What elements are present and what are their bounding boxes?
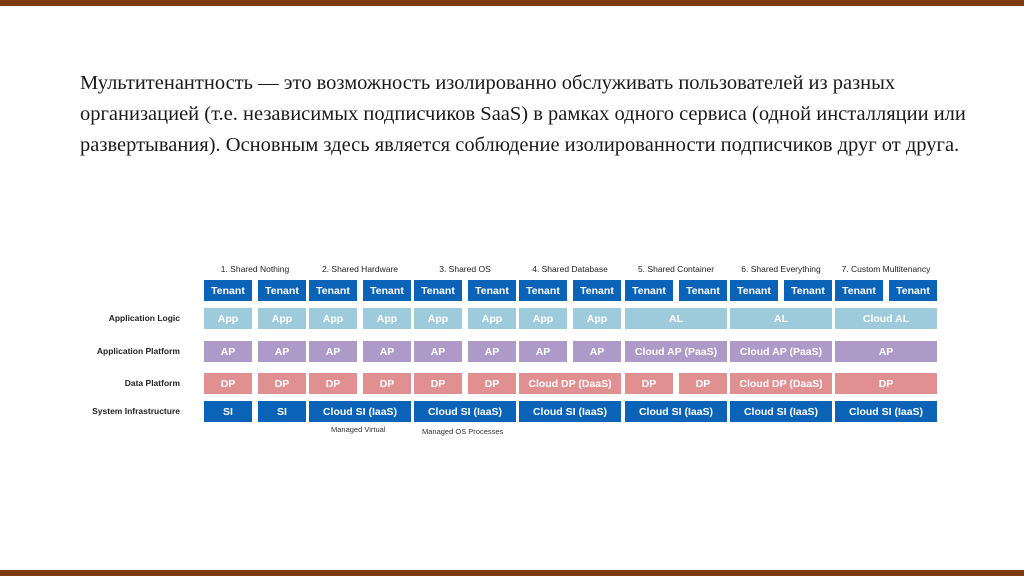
layer-label: System Infrastructure — [92, 406, 180, 416]
data-platform-cell: DP — [414, 373, 462, 394]
application-platform-cell: AP — [573, 341, 621, 362]
data-platform-cell: DP — [363, 373, 411, 394]
model-title: 1. Shared Nothing — [220, 264, 290, 274]
system-infrastructure-cell: Cloud SI (IaaS) — [835, 401, 937, 422]
system-infrastructure-cell: Cloud SI (IaaS) — [625, 401, 727, 422]
tenant-cell: Tenant — [889, 280, 937, 301]
application-platform-cell: AP — [204, 341, 252, 362]
application-logic-cell: App — [414, 308, 462, 329]
data-platform-cell: DP — [309, 373, 357, 394]
application-logic-cell: App — [309, 308, 357, 329]
tenant-cell: Tenant — [835, 280, 883, 301]
application-platform-cell: Cloud AP (PaaS) — [625, 341, 727, 362]
tenant-cell: Tenant — [730, 280, 778, 301]
application-platform-cell: AP — [414, 341, 462, 362]
application-logic-cell: App — [363, 308, 411, 329]
model-title: 4. Shared Database — [532, 264, 608, 274]
system-infrastructure-cell: Cloud SI (IaaS) — [414, 401, 516, 422]
annotation-note: Managed Virtual — [331, 425, 386, 434]
application-logic-cell: App — [468, 308, 516, 329]
tenant-cell: Tenant — [679, 280, 727, 301]
tenant-cell: Tenant — [468, 280, 516, 301]
tenant-cell: Tenant — [573, 280, 621, 301]
system-infrastructure-cell: SI — [204, 401, 252, 422]
application-logic-cell: App — [258, 308, 306, 329]
data-platform-cell: DP — [204, 373, 252, 394]
tenant-cell: Tenant — [414, 280, 462, 301]
layer-label: Application Platform — [96, 346, 180, 356]
tenant-cell: Tenant — [784, 280, 832, 301]
application-logic-cell: App — [519, 308, 567, 329]
application-platform-cell: AP — [468, 341, 516, 362]
system-infrastructure-cell: Cloud SI (IaaS) — [730, 401, 832, 422]
data-platform-cell: DP — [258, 373, 306, 394]
application-platform-cell: AP — [363, 341, 411, 362]
model-title: 5. Shared Container — [637, 264, 715, 274]
layer-label: Data Platform — [124, 378, 180, 388]
application-logic-cell: AL — [625, 308, 727, 329]
model-title: 3. Shared OS — [439, 264, 491, 274]
application-platform-cell: AP — [835, 341, 937, 362]
annotation-note: Managed OS Processes — [422, 427, 504, 436]
data-platform-cell: DP — [468, 373, 516, 394]
application-platform-cell: AP — [519, 341, 567, 362]
tenant-cell: Tenant — [204, 280, 252, 301]
application-logic-cell: AL — [730, 308, 832, 329]
model-title: 7. Custom Multitenancy — [841, 264, 931, 274]
data-platform-cell: DP — [679, 373, 727, 394]
application-platform-cell: AP — [258, 341, 306, 362]
application-logic-cell: App — [204, 308, 252, 329]
tenant-cell: Tenant — [258, 280, 306, 301]
system-infrastructure-cell: Cloud SI (IaaS) — [309, 401, 411, 422]
data-platform-cell: DP — [835, 373, 937, 394]
data-platform-cell: Cloud DP (DaaS) — [519, 373, 621, 394]
tenant-cell: Tenant — [625, 280, 673, 301]
layer-label: Application Logic — [108, 313, 180, 323]
tenant-cell: Tenant — [363, 280, 411, 301]
system-infrastructure-cell: Cloud SI (IaaS) — [519, 401, 621, 422]
data-platform-cell: Cloud DP (DaaS) — [730, 373, 832, 394]
application-platform-cell: Cloud AP (PaaS) — [730, 341, 832, 362]
model-title: 6. Shared Everything — [741, 264, 821, 274]
application-logic-cell: Cloud AL — [835, 308, 937, 329]
data-platform-cell: DP — [625, 373, 673, 394]
tenant-cell: Tenant — [519, 280, 567, 301]
system-infrastructure-cell: SI — [258, 401, 306, 422]
model-title: 2. Shared Hardware — [321, 264, 399, 274]
application-platform-cell: AP — [309, 341, 357, 362]
bottom-frame-bar — [0, 570, 1024, 576]
application-logic-cell: App — [573, 308, 621, 329]
tenant-cell: Tenant — [309, 280, 357, 301]
paragraph-text: Мультитенантность — это возможность изолированно обслуживать пользователей из разных организацией (т.е. независимых подписчиков SaaS) в рамках одного сервиса (одной инсталляции или развертывания). Основным здесь является соблюдение изолированности подписчиков друг от друга. — [80, 72, 966, 156]
